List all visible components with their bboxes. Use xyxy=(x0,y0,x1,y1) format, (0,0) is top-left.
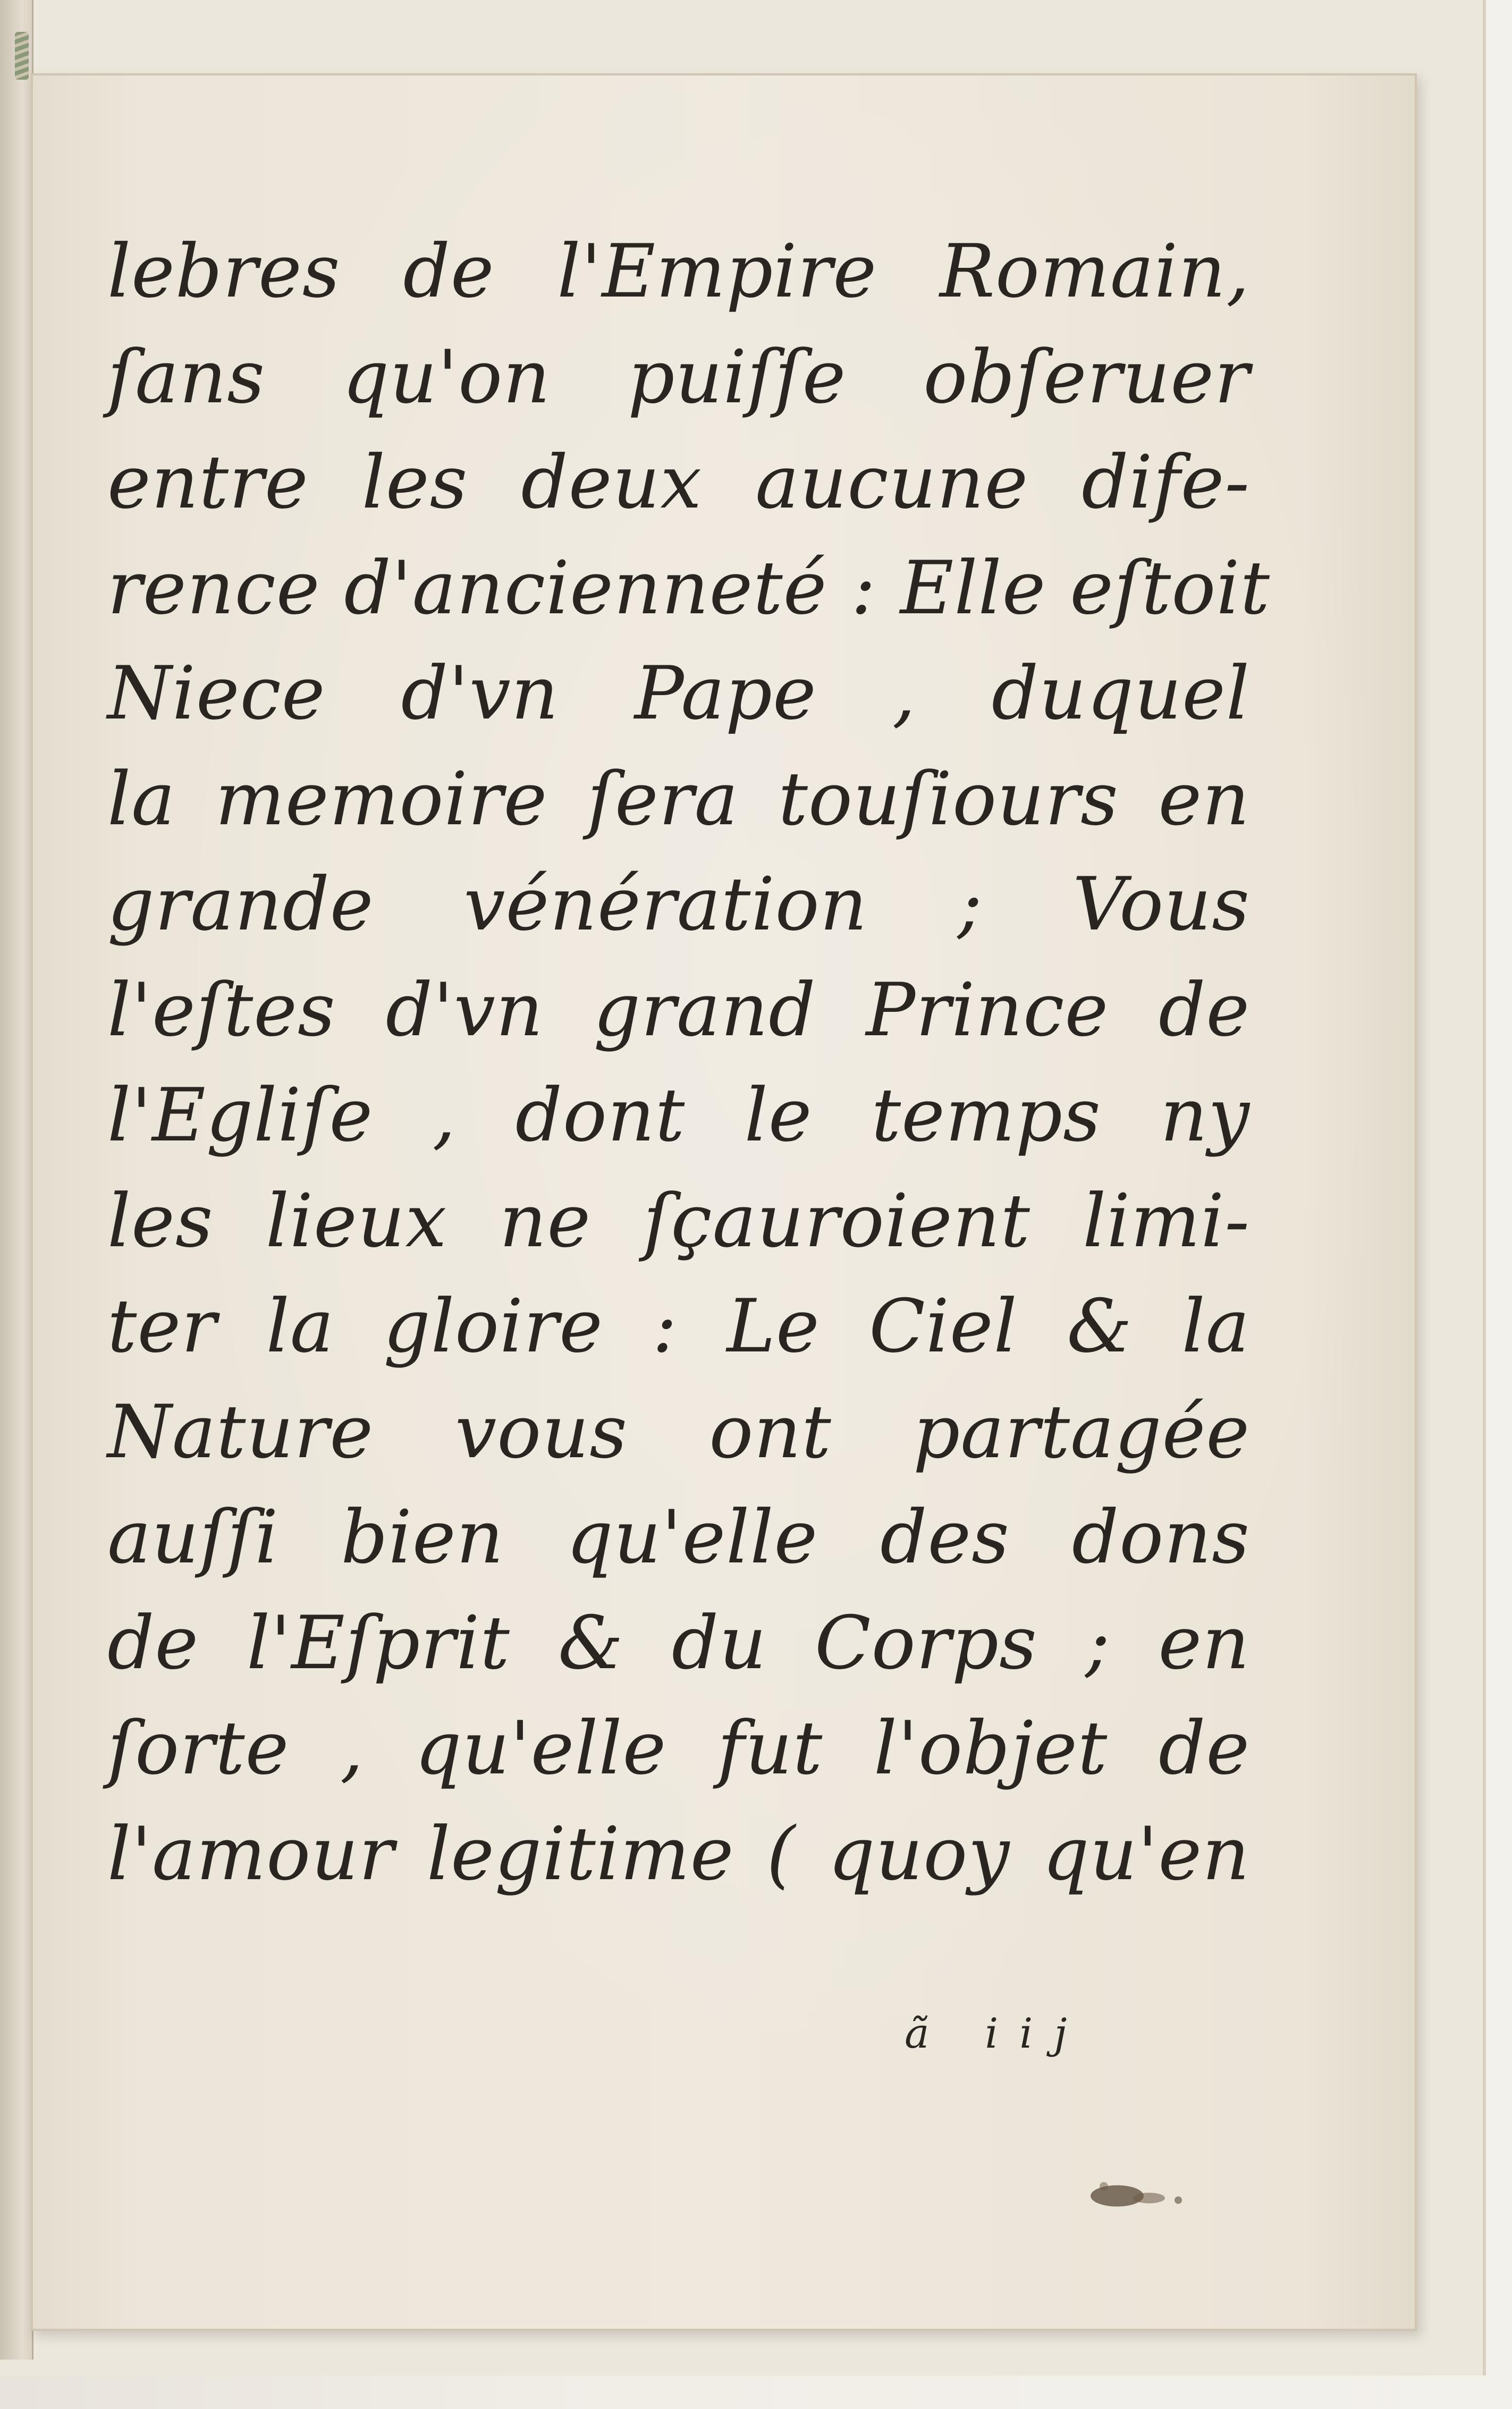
text-line: Niece d'vn Pape , duquel xyxy=(107,650,1250,736)
text-line: la memoire ſera touſiours en xyxy=(107,756,1250,842)
text-line: entre les deux aucune dife- xyxy=(107,439,1250,525)
text-line: ſorte , qu'elle fut l'objet de xyxy=(107,1705,1250,1791)
page-text xyxy=(107,219,1271,1907)
text-line: les lieux ne ſçauroient limi- xyxy=(107,1178,1250,1264)
binding-edge xyxy=(0,0,33,2360)
ink-stain xyxy=(1085,2175,1197,2212)
text-line: l'Egliſe , dont le temps ny xyxy=(107,1072,1250,1158)
text-line: l'amour legitime ( quoy qu'en xyxy=(107,1811,1250,1897)
text-line: auſſi bien qu'elle des dons xyxy=(107,1494,1250,1580)
text-line: grande vénération ; Vous xyxy=(107,861,1250,947)
text-line: de l'Eſprit & du Corps ; en xyxy=(107,1600,1250,1686)
text-line: lebres de l'Empire Romain, xyxy=(107,229,1250,314)
text-line: ſans qu'on puiſſe obſeruer xyxy=(107,334,1250,420)
text-line: rence d'ancienneté : Elle eſtoit xyxy=(107,545,1271,631)
signature-mark: ã iij xyxy=(905,2010,1088,2058)
text-line: l'eſtes d'vn grand Prince de xyxy=(107,967,1250,1053)
book-page xyxy=(31,73,1417,2331)
binding-thread xyxy=(15,32,29,80)
text-line: Nature vous ont partagée xyxy=(107,1389,1250,1475)
text-line: ter la gloire : Le Ciel & la xyxy=(107,1283,1250,1369)
